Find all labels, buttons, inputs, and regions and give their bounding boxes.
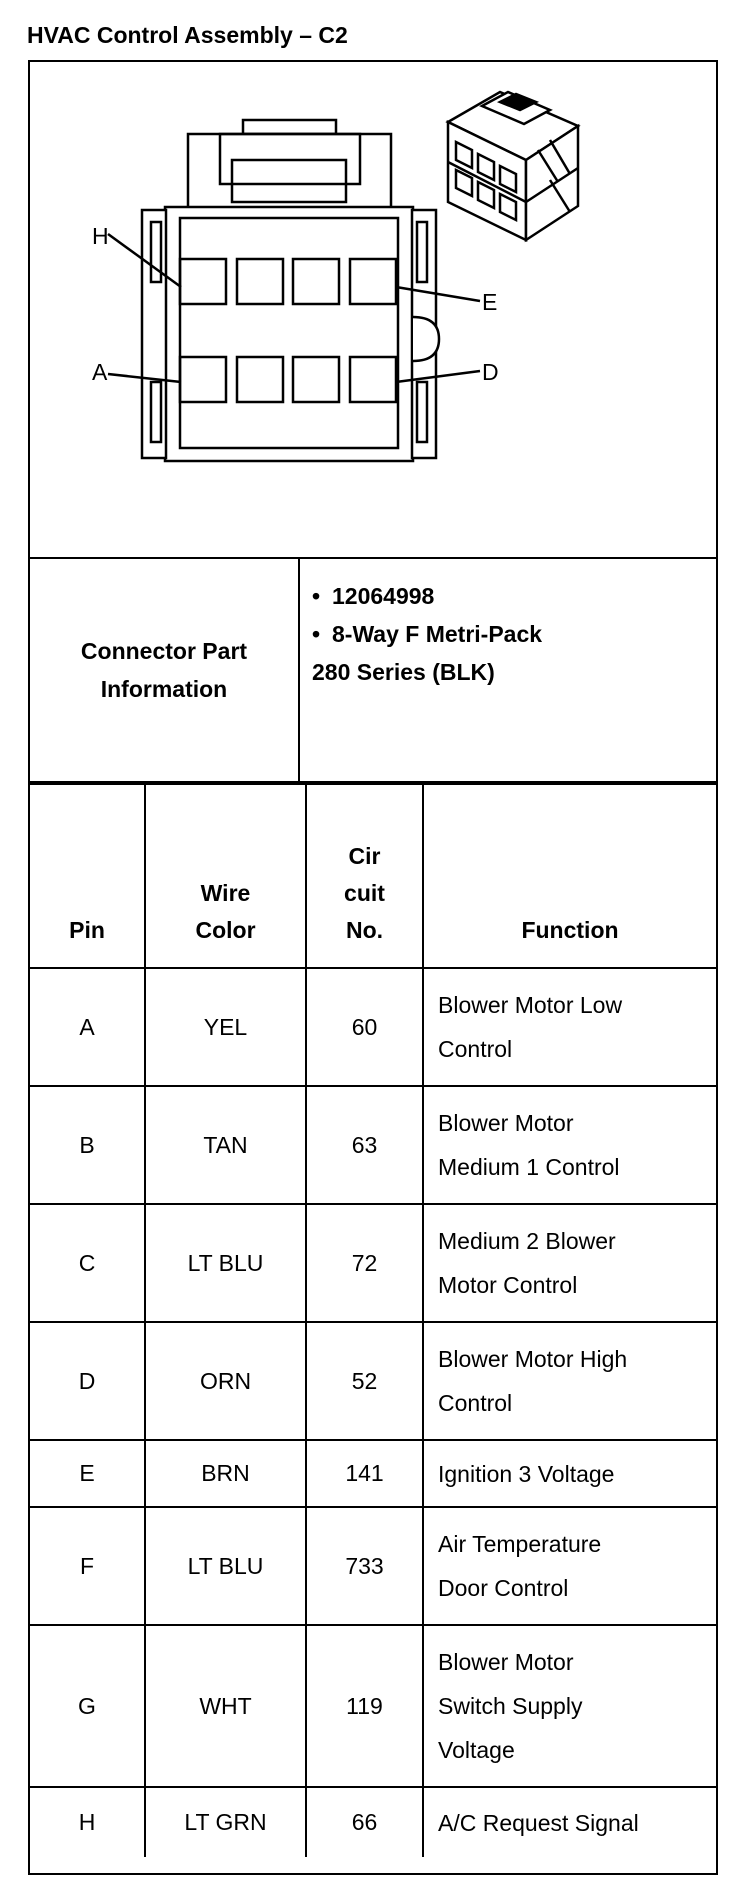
function-line: Blower Motor High — [438, 1346, 628, 1372]
pin-cell: E — [30, 1440, 145, 1507]
pin-label-a: A — [92, 359, 108, 385]
pinout-table — [30, 783, 716, 1857]
wire-color-cell: YEL — [145, 968, 306, 1086]
wire-color-cell: ORN — [145, 1322, 306, 1440]
info-label — [30, 559, 300, 781]
circuit-cell: 141 — [306, 1440, 423, 1507]
function-cell — [423, 1625, 716, 1787]
wire-color-cell: BRN — [145, 1440, 306, 1507]
circuit-cell: 66 — [306, 1787, 423, 1857]
table-row — [30, 1787, 716, 1857]
function-line: Medium 2 Blower — [438, 1228, 616, 1254]
connector-isometric-icon — [448, 92, 578, 240]
function-cell — [423, 1204, 716, 1322]
bullet-icon: • — [312, 583, 321, 609]
function-line: Blower Motor — [438, 1649, 574, 1675]
pin-cell: D — [30, 1322, 145, 1440]
function-line: Medium 1 Control — [438, 1154, 620, 1180]
table-row — [30, 1440, 716, 1507]
circuit-cell: 52 — [306, 1322, 423, 1440]
connector-type: 8-Way F Metri-Pack — [332, 621, 543, 647]
bullet-icon: • — [312, 621, 321, 647]
pin-cell: A — [30, 968, 145, 1086]
function-line: Voltage — [438, 1737, 515, 1763]
function-cell — [423, 1440, 716, 1507]
function-line: Door Control — [438, 1575, 569, 1601]
circuit-cell: 63 — [306, 1086, 423, 1204]
connector-part-information — [30, 559, 716, 783]
header-circuit: Cir cuit No. — [306, 784, 423, 968]
info-label-line2: Information — [100, 676, 228, 702]
table-row — [30, 1086, 716, 1204]
page-title: HVAC Control Assembly – C2 — [27, 22, 348, 48]
function-line: Control — [438, 1036, 513, 1062]
wire-color-cell: LT GRN — [145, 1787, 306, 1857]
function-line: Air Temperature — [438, 1531, 602, 1557]
header-wire-color: Wire Color — [145, 784, 306, 968]
pin-cell: C — [30, 1204, 145, 1322]
function-line: Blower Motor — [438, 1110, 574, 1136]
function-line: Switch Supply — [438, 1693, 583, 1719]
pin-cell: H — [30, 1787, 145, 1857]
circuit-cell: 60 — [306, 968, 423, 1086]
circuit-cell: 733 — [306, 1507, 423, 1625]
function-cell — [423, 968, 716, 1086]
function-line: Blower Motor Low — [438, 992, 623, 1018]
table-row — [30, 1625, 716, 1787]
function-line: Motor Control — [438, 1272, 578, 1298]
pin-cell: F — [30, 1507, 145, 1625]
wire-color-cell: WHT — [145, 1625, 306, 1787]
header-pin: Pin — [30, 784, 145, 968]
wire-color-cell: LT BLU — [145, 1507, 306, 1625]
info-values — [300, 577, 542, 691]
part-number: 12064998 — [332, 583, 435, 609]
connector-series: 280 Series (BLK) — [312, 659, 495, 685]
pin-cell: G — [30, 1625, 145, 1787]
table-row — [30, 1322, 716, 1440]
pin-cell: B — [30, 1086, 145, 1204]
function-line: Control — [438, 1390, 513, 1416]
pinout-rows — [30, 968, 716, 1857]
circuit-cell: 119 — [306, 1625, 423, 1787]
pin-label-e: E — [482, 289, 498, 315]
function-line: Ignition 3 Voltage — [438, 1460, 615, 1487]
function-cell — [423, 1086, 716, 1204]
pin-label-d: D — [482, 359, 499, 385]
connector-diagram — [30, 62, 716, 559]
table-row — [30, 1204, 716, 1322]
header-function: Function — [423, 784, 716, 968]
connector-face-drawing — [30, 62, 716, 557]
table-row — [30, 968, 716, 1086]
function-cell — [423, 1507, 716, 1625]
function-cell — [423, 1787, 716, 1857]
wire-color-cell: TAN — [145, 1086, 306, 1204]
function-line: A/C Request Signal — [438, 1809, 639, 1836]
circuit-cell: 72 — [306, 1204, 423, 1322]
pin-label-h: H — [92, 223, 109, 249]
table-row — [30, 1507, 716, 1625]
info-label-line1: Connector Part — [80, 638, 248, 664]
function-cell — [423, 1322, 716, 1440]
wire-color-cell: LT BLU — [145, 1204, 306, 1322]
connector-frame — [28, 60, 718, 1875]
